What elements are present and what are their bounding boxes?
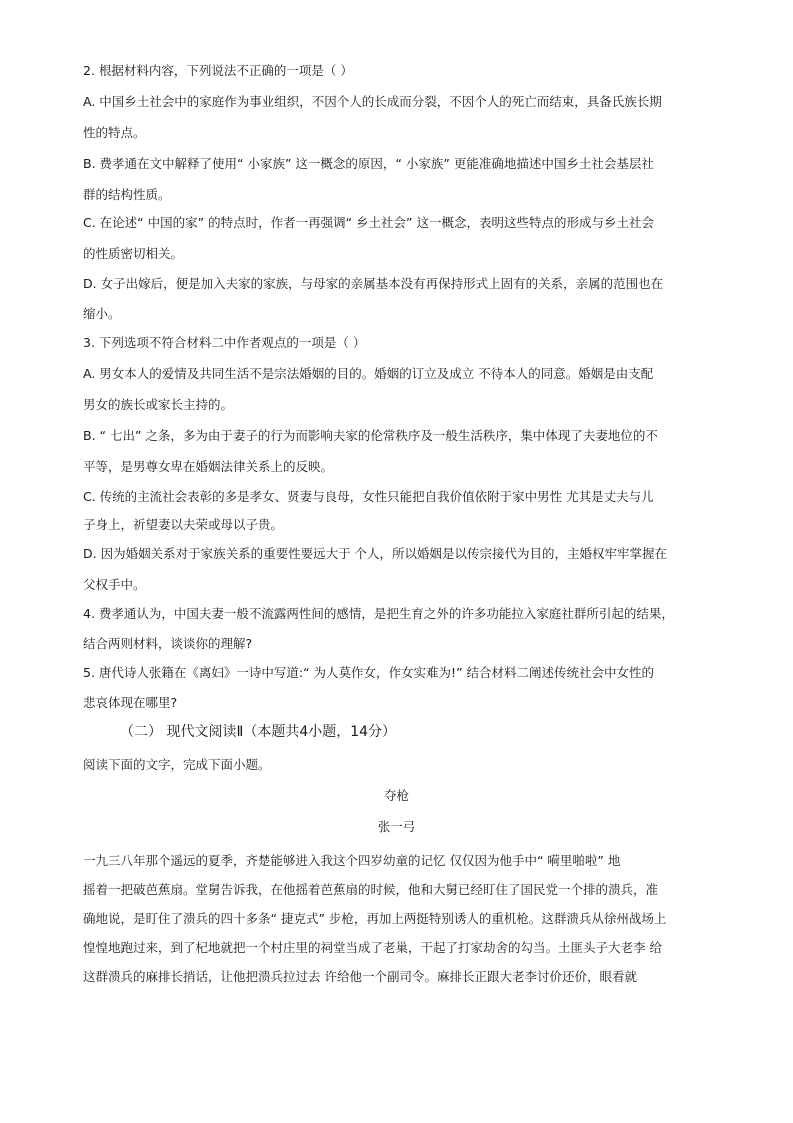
question-3-option-a: A. 男女本人的爱情及共同生活不是宗法婚姻的目的。婚姻的订立及成立 不待本人的同意。婚姻是由支配 <box>83 366 654 381</box>
question-2-option-a-cont: 性的特点。 <box>83 125 146 140</box>
question-2-option-d: D. 女子出嫁后，便是加入夫家的家族，与母家的亲属基本没有再保持形式上固有的关系，亲属的范围也在 <box>83 276 664 291</box>
question-5-line-2: 悲哀体现在哪里? <box>83 695 178 710</box>
story-author: 张一弓 <box>377 819 416 834</box>
question-2-option-c-cont: 的性质密切相关。 <box>83 246 184 261</box>
question-3-option-b-cont: 平等，是男尊女卑在婚姻法律关系上的反映。 <box>83 459 334 474</box>
story-paragraph-line-3: 确地说，是盯住了溃兵的四十多条“ 捷克式” 步枪，再加上两挺特别诱人的重机枪。这群溃兵从徐州战场上 <box>83 911 667 926</box>
question-5-line-1: 5. 唐代诗人张籍在《离妇》一诗中写道:“ 为人莫作女，作女实难为!” 结合材料二阐述传统社会中女性的 <box>83 665 655 680</box>
story-paragraph-line-5: 这群溃兵的麻排长捎话，让他把溃兵拉过去 许给他一个副司令。麻排长正跟大老李讨价还价，眼看就 <box>83 969 637 984</box>
question-3-option-d: D. 因为婚姻关系对于家族关系的重要性要远大于 个人，所以婚姻是以传宗接代为目的，主婚权牢牢掌握在 <box>83 546 668 561</box>
question-2-stem: 2. 根据材料内容，下列说法不正确的一项是（ ） <box>83 63 353 78</box>
reading-instruction: 阅读下面的文字，完成下面小题。 <box>83 757 271 772</box>
question-2-option-b: B. 费孝通在文中解释了使用“ 小家族” 这一概念的原因，“ 小家族” 更能准确地描述中国乡土社会基层社 <box>83 156 654 171</box>
story-paragraph-line-1: 一九三八年那个遥远的夏季，齐楚能够进入我这个四岁幼童的记忆 仅仅因为他手中“ 嗬里啪啦” 地 <box>83 853 621 868</box>
story-paragraph-line-2: 摇着一把破芭蕉扇。堂舅告诉我，在他摇着芭蕉扇的时候，他和大舅已经盯住了国民党一个排的溃兵，准 <box>83 882 659 897</box>
question-2-option-a: A. 中国乡土社会中的家庭作为事业组织，不因个人的长成而分裂，不因个人的死亡而结束，具备氏族长期 <box>83 94 662 109</box>
section-heading: （二） 现代文阅读Ⅱ（本题共4小题，14分） <box>120 724 397 740</box>
question-4-line-2: 结合两则材料，谈谈你的理解? <box>83 636 253 651</box>
question-3-option-a-cont: 男女的族长或家长主持的。 <box>83 397 234 412</box>
question-3-option-b: B. “ 七出” 之条，多为由于妻子的行为而影响夫家的伦常秩序及一般生活秩序，集中体现了夫妻地位的不 <box>83 428 658 443</box>
question-3-option-d-cont: 父权手中。 <box>83 577 146 592</box>
question-3-stem: 3. 下列选项不符合材料二中作者观点的一项是（ ） <box>83 335 366 350</box>
story-paragraph-line-4: 惶惶地跑过来，到了杞地就把一个村庄里的祠堂当成了老巢，干起了打家劫舍的勾当。土匪头子大老李 给 <box>83 940 662 955</box>
question-2-option-b-cont: 群的结构性质。 <box>83 187 171 202</box>
question-3-option-c-cont: 子身上，祈望妻以夫荣或母以子贵。 <box>83 517 284 532</box>
question-3-option-c: C. 传统的主流社会表彰的多是孝女、贤妻与良母，女性只能把自我价值依附于家中男性 尤其是丈夫与儿 <box>83 489 654 504</box>
story-title: 夺枪 <box>383 788 409 803</box>
question-2-option-d-cont: 缩小。 <box>83 306 121 321</box>
question-2-option-c: C. 在论述“ 中国的家” 的特点时，作者一再强调“ 乡土社会” 这一概念，表明这些特点的形成与乡土社会 <box>83 215 654 230</box>
question-4-line-1: 4. 费孝通认为，中国夫妻一般不流露两性间的感情，是把生育之外的许多功能拉入家庭社群所引起的结果， <box>83 606 674 621</box>
